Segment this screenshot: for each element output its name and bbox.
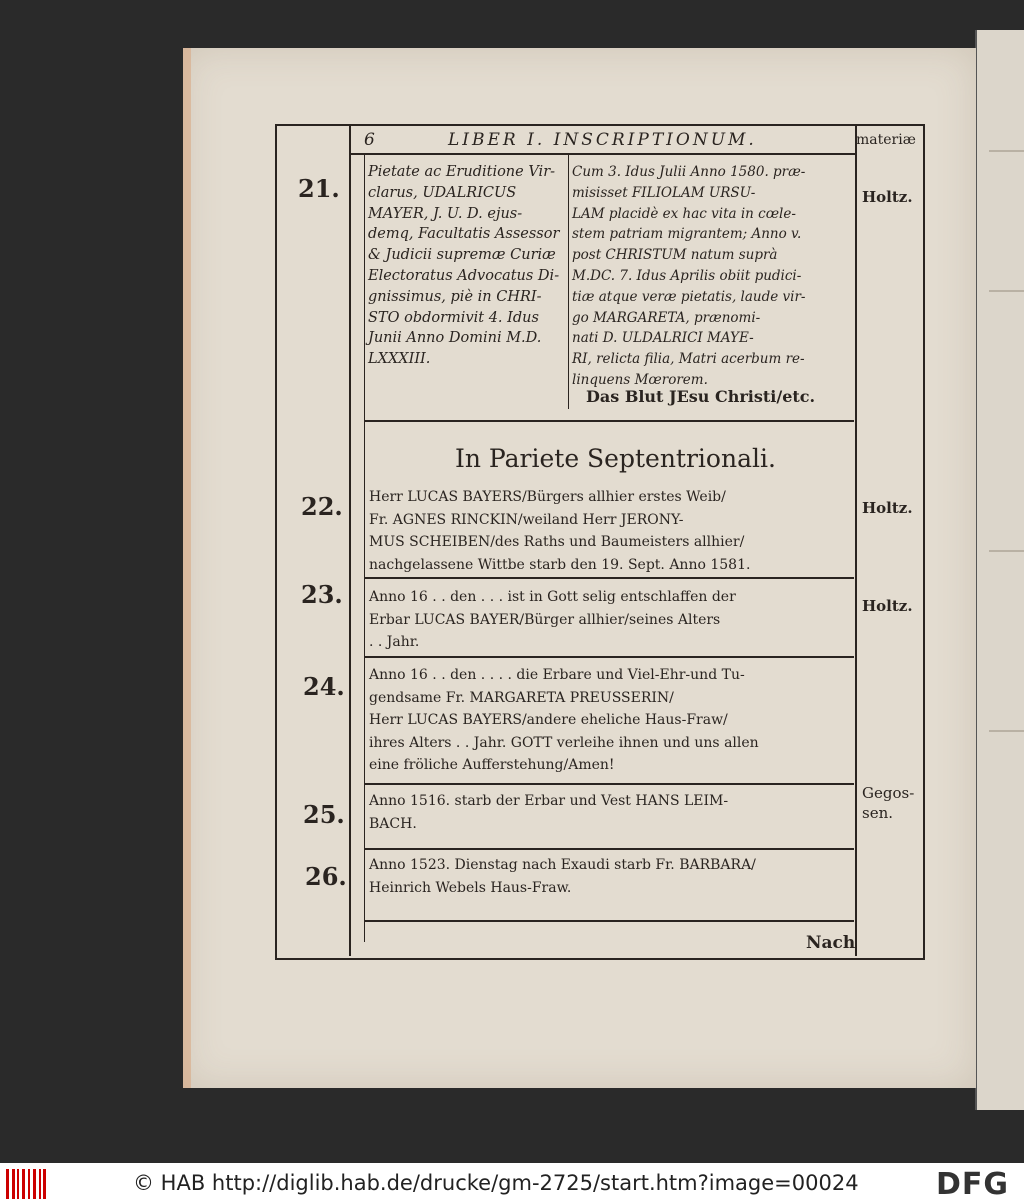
entry-number-24: 24. [303,672,345,701]
entry-number-26: 26. [305,862,347,891]
margin-heading: materiæ [856,132,916,148]
entry-24-rule [364,783,854,785]
entry-25-material: Gegos- sen. [862,784,915,822]
entry-21-rule [364,420,854,422]
page-number: 6 [364,130,375,150]
bottom-rule [288,958,924,960]
page-edge [183,48,191,1088]
entry-23-rule [364,656,854,658]
inner-column-rule [364,154,365,942]
entry-23-text: Anno 16 . . den . . . ist in Gott selig entschlaffen der Erbar LUCAS BAYER/Bürger allhier/seines Alters . . Jahr. [369,589,736,651]
catchword: Nach [806,933,856,953]
header-rule [349,153,855,155]
entry-23-material: Holtz. [862,597,913,615]
latin-divider [568,154,569,409]
entry-21-closing: Das Blut JEsu Christi/etc. [586,387,816,406]
dfg-logo: DFG [936,1167,1010,1202]
footer-bar [0,1163,1024,1204]
entry-22-rule [364,577,854,579]
entry-number-21: 21. [298,174,340,203]
entry-24-text: Anno 16 . . den . . . . die Erbare und Viel-Ehr-und Tu- gendsame Fr. MARGARETA PREUSSERIN/ Herr LUCAS BAYERS/andere eheliche Haus-Fraw/ ihres Alters . . Jahr. GOTT verleihe ihnen und uns allen eine fröliche Aufferstehung/Amen! [369,667,759,774]
entry-26-rule [364,920,854,922]
entry-25-text: Anno 1516. starb der Erbar und Vest HANS LEIM- BACH. [369,793,729,832]
entry-number-22: 22. [301,492,343,521]
entry-21-left-column: Pietate ac Eruditione Vir- clarus, UDALRICUS MAYER, J. U. D. ejus- demq, Facultatis Assessor & Judicii supremæ Curiæ Electoratus Advocatus Di- gnissimus, piè in CHRI- STO obdormivit 4. Idus Junii Anno Domini M.D. LXXXIII. [368,164,560,368]
entry-22-text: Herr LUCAS BAYERS/Bürgers allhier erstes Weib/ Fr. AGNES RINCKIN/weiland Herr JERONY- MUS SCHEIBEN/des Raths und Baumeisters allhier/ nachgelassene Wittbe starb den 19. Sept. Anno 1581. [369,489,751,573]
entry-22-material: Holtz. [862,499,913,517]
entry-number-25: 25. [303,800,345,829]
adjacent-page-edge [975,30,1024,1110]
section-heading: In Pariete Septentrionali. [455,444,776,473]
footer-credit-link[interactable]: © HAB http://diglib.hab.de/drucke/gm-2725/start.htm?image=00024 [133,1171,859,1195]
running-title: LIBER I. INSCRIPTIONUM. [448,130,757,150]
entry-26-text: Anno 1523. Dienstag nach Exaudi starb Fr. BARBARA/ Heinrich Webels Haus-Fraw. [369,857,756,896]
entry-25-rule [364,848,854,850]
red-barcode-icon [6,1169,46,1199]
entry-21-right-column: Cum 3. Idus Julii Anno 1580. præ- misisset FILIOLAM URSU- LAM placidè ex hac vita in cœle- stem patriam migrantem; Anno v. post CHRISTUM natum suprà M.DC. 7. Idus Aprilis obiit pudici- tiæ atque veræ pietatis, laude vir- go MARGARETA, prænomi- nati D. ULDALRICI MAYE- RI, relicta filia, Matri acerbum re- linquens Mœrorem. [572,164,806,388]
entry-21-material: Holtz. [862,188,913,206]
entry-number-23: 23. [301,580,343,609]
